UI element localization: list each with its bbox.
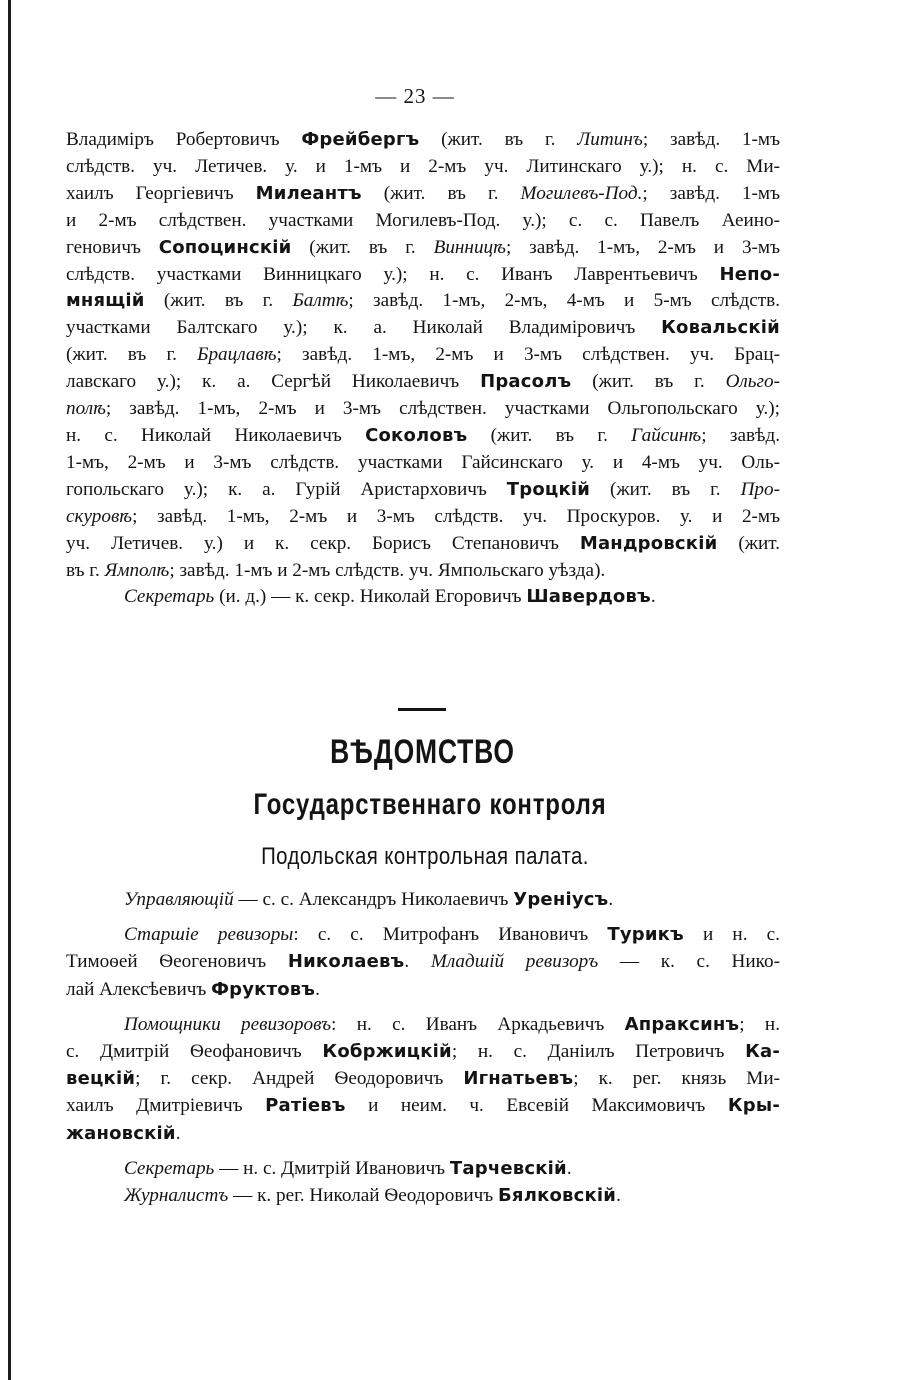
text-line: Старшіе ревизоры: с. с. Митрофанъ Ивановичъ Турикъ и н. с. — [124, 924, 780, 946]
chamber-title: Подольская контрольная палата. — [261, 843, 589, 870]
text-line: Помощники ревизоровъ: н. с. Иванъ Аркадьевичъ Апраксинъ; н. — [124, 1013, 780, 1035]
text-line: Владиміръ Робертовичъ Фрейбергъ (жит. въ г. Литинъ; завѣд. 1-мъ — [66, 129, 780, 150]
secretary-line: Секретарь (и. д.) — к. секр. Николай Егоровичъ Шавердовъ. — [124, 586, 656, 608]
text-line: хаилъ Дмитріевичъ Ратіевъ и неим. ч. Евсевій Максимовичъ Кры- — [66, 1095, 780, 1117]
page-number: — 23 — — [375, 84, 455, 108]
text-line: геновичъ Сопоцинскій (жит. въ г. Винницѣ; завѣд. 1-мъ, 2-мъ и 3-мъ — [66, 236, 780, 258]
text-line: полѣ; завѣд. 1-мъ, 2-мъ и 3-мъ слѣдствен. участками Ольгопольскаго у.); — [66, 398, 780, 420]
text-line: 1-мъ, 2-мъ и 3-мъ слѣдств. участками Гайсинскаго у. и 4-мъ уч. Оль- — [66, 451, 780, 473]
text-line: жановскій. — [66, 1122, 181, 1144]
text-line: с. Дмитрій Ѳеофановичъ Кобржицкій; н. с. Даніилъ Петровичъ Ка- — [66, 1041, 780, 1063]
text-line: лавскаго у.); к. а. Сергѣй Николаевичъ Прасолъ (жит. въ г. Ольго- — [66, 371, 780, 393]
lower-text-block — [66, 886, 780, 1209]
text-line: лай Алексѣевичъ Фруктовъ. — [66, 978, 320, 1000]
manager-line: Управляющій — с. с. Александръ Николаевичъ Уреніусъ. — [124, 889, 614, 910]
page-edge-line — [8, 0, 11, 1380]
text-line: скуровѣ; завѣд. 1-мъ, 2-мъ и 3-мъ слѣдств. уч. Проскуров. у. и 2-мъ — [66, 505, 780, 527]
text-line: уч. Летичев. у.) и к. секр. Борисъ Степановичъ Мандровскій (жит. — [66, 532, 780, 554]
secretary-line: Секретарь — н. с. Дмитрій Ивановичъ Тарчевскій. — [124, 1157, 572, 1179]
text-line: (жит. въ г. Брацлавѣ; завѣд. 1-мъ, 2-мъ и 3-мъ слѣдствен. уч. Брац- — [66, 344, 780, 366]
upper-text-block — [66, 127, 780, 611]
department-subtitle: Государственнаго контроля — [253, 788, 607, 821]
text-line: и 2-мъ слѣдствен. участками Могилевъ-Под. у.); с. с. Павелъ Аеино- — [66, 209, 780, 231]
journalist-line: Журналистъ — к. рег. Николай Ѳеодоровичъ Бялковскій. — [124, 1185, 621, 1207]
text-line: участками Балтскаго у.); к. а. Николай Владиміровичъ Ковальскій — [66, 317, 780, 339]
text-line: въ г. Ямполѣ; завѣд. 1-мъ и 2-мъ слѣдств. уч. Ямпольскаго уѣзда). — [66, 559, 606, 581]
department-title: ВѢДОМСТВО — [330, 733, 515, 771]
text-line: слѣдств. участками Винницкаго у.); н. с. Иванъ Лаврентьевичъ Непо- — [66, 263, 780, 285]
text-line: мнящій (жит. въ г. Балтѣ; завѣд. 1-мъ, 2-мъ, 4-мъ и 5-мъ слѣдств. — [66, 290, 780, 312]
section-divider — [398, 708, 446, 711]
text-line: Тимоѳей Ѳеогеновичъ Николаевъ. Младшій ревизоръ — к. с. Нико- — [66, 951, 781, 973]
text-line: гопольскаго у.); к. а. Гурій Аристарховичъ Троцкій (жит. въ г. Про- — [66, 478, 780, 500]
text-line: хаилъ Георгіевичъ Милеантъ (жит. въ г. Могилевъ-Под.; завѣд. 1-мъ — [66, 182, 780, 204]
text-line: слѣдств. уч. Летичев. у. и 1-мъ и 2-мъ уч. Литинскаго у.); н. с. Ми- — [66, 155, 780, 177]
text-line: н. с. Николай Николаевичъ Соколовъ (жит. въ г. Гайсинѣ; завѣд. — [66, 424, 780, 446]
text-line: вецкій; г. секр. Андрей Ѳеодоровичъ Игнатьевъ; к. рег. князь Ми- — [66, 1068, 780, 1090]
